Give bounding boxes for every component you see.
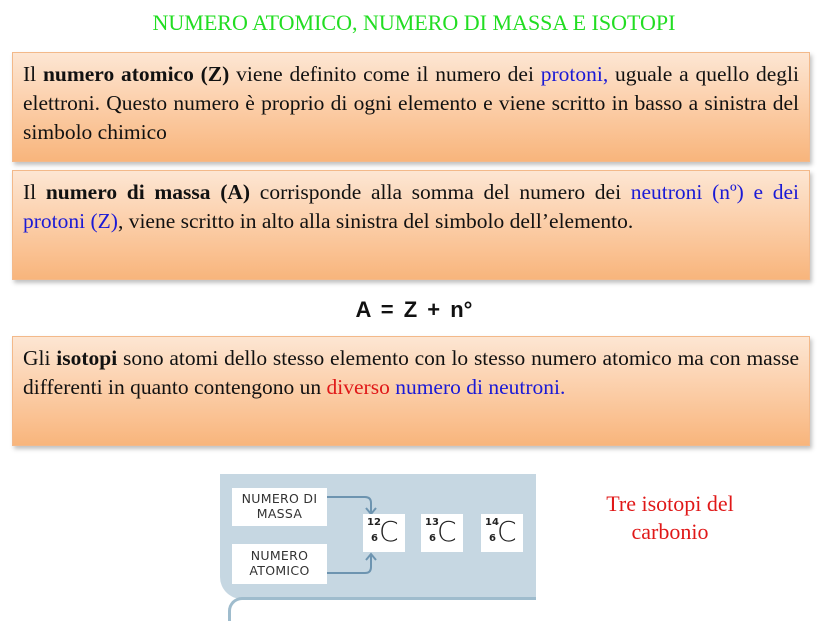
text: , viene scritto in alto alla sinistra del simbolo dell’elemento.: [117, 209, 634, 233]
term-isotopes: isotopi: [56, 346, 118, 370]
isotopes-definition-box: [12, 336, 810, 446]
atomic-number: 6: [429, 533, 436, 544]
label-line: NUMERO: [250, 548, 309, 563]
label-line: MASSA: [256, 506, 303, 521]
label-line: ATOMICO: [249, 563, 310, 578]
atomic-number-definition-box: [12, 52, 810, 162]
diagram-caption: [570, 490, 770, 546]
term-atomic-number: numero atomico (Z): [42, 62, 230, 86]
mass-number: 12: [367, 517, 381, 528]
atomic-number: 6: [371, 533, 378, 544]
arrow-up-icon: [327, 552, 377, 576]
element-symbol: C: [379, 515, 399, 548]
highlight-different: diverso: [326, 375, 390, 399]
text: Gli: [23, 346, 57, 370]
text: uguale a quello degli elettroni. Questo numero è proprio di ogni elemento e viene scritto in basso a sinistra del simbolo chimico: [23, 62, 799, 144]
text: Il: [23, 180, 46, 204]
mass-number: 14: [485, 517, 499, 528]
element-symbol: C: [497, 515, 517, 548]
atomic-number-label: [232, 544, 327, 584]
text: Il: [23, 62, 43, 86]
arrow-down-icon: [327, 494, 377, 516]
page-title: NUMERO ATOMICO, NUMERO DI MASSA E ISOTOPI: [152, 10, 676, 35]
highlight-neutrons-protons: neutroni (nº) e dei protoni (Z): [23, 180, 800, 233]
highlight-protons: protoni,: [540, 62, 609, 86]
isotope-carbon-13: [421, 514, 463, 552]
text: sono atomi dello stesso elemento con lo stesso numero atomico ma con masse differenti in quanto contengono un: [23, 346, 799, 399]
mass-number-formula: A = Z + n°: [355, 297, 473, 322]
mass-number: 13: [425, 517, 439, 528]
text: corrisponde alla somma del numero dei: [250, 180, 631, 204]
isotope-carbon-12: [363, 514, 405, 552]
isotope-carbon-14: [481, 514, 523, 552]
element-symbol: C: [437, 515, 457, 548]
mass-number-definition-box: [12, 170, 810, 280]
atomic-number: 6: [489, 533, 496, 544]
mass-number-label: [232, 488, 327, 526]
highlight-neutron-number: numero di neutroni.: [389, 375, 566, 399]
text: viene definito come il numero dei: [229, 62, 541, 86]
label-line: NUMERO DI: [241, 491, 318, 506]
caption-line: Tre isotopi del: [606, 491, 734, 516]
caption-line: carbonio: [631, 519, 709, 544]
diagram-border-line: [228, 597, 536, 621]
term-mass-number: numero di massa (A): [45, 180, 251, 204]
